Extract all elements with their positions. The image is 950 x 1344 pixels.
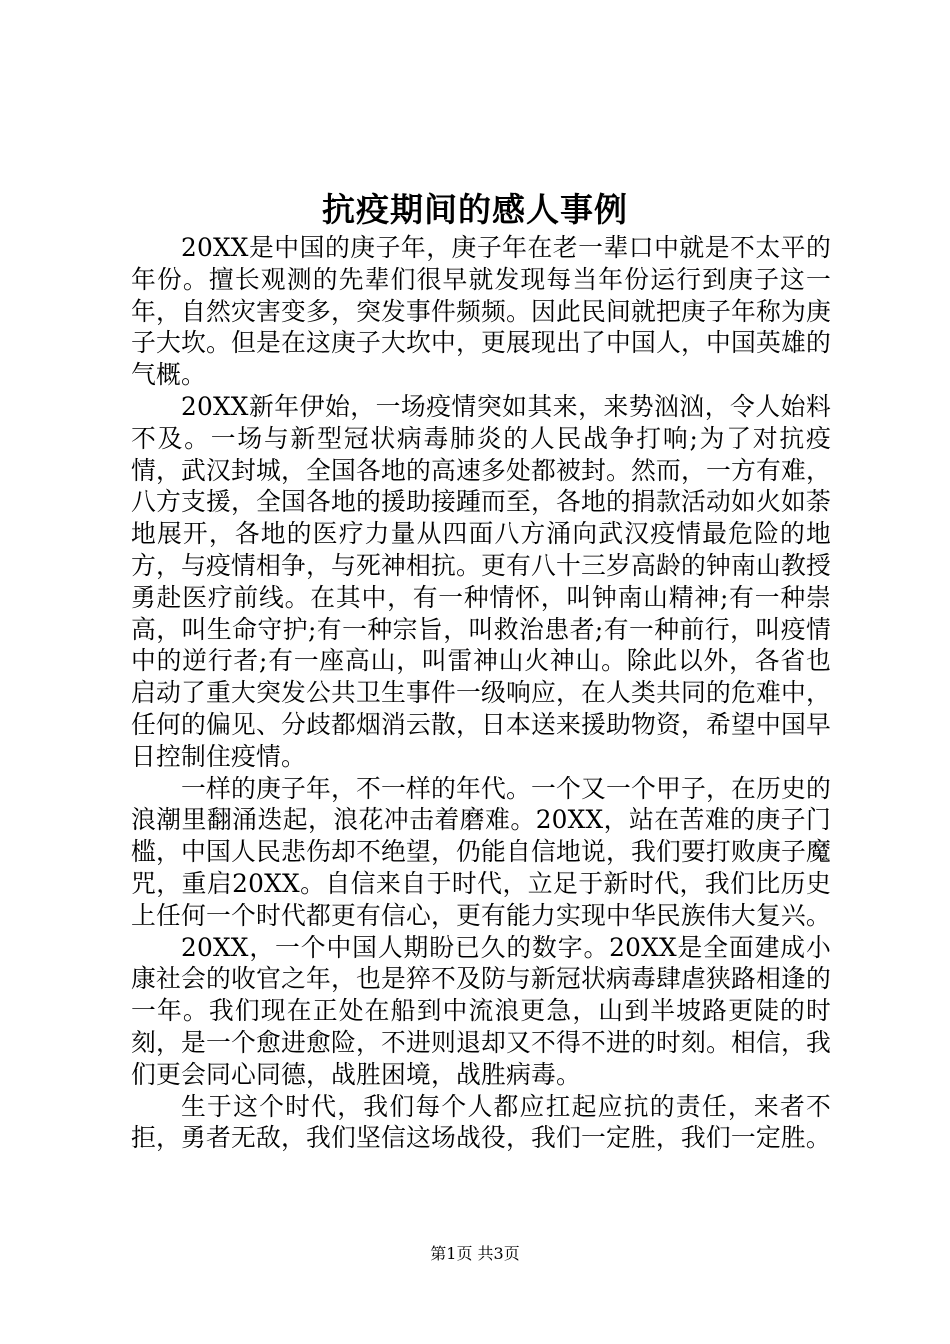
article-body <box>131 232 831 1154</box>
page-title: 抗疫期间的感人事例 <box>322 190 628 229</box>
page-number-footer: 第1页 共3页 <box>430 1244 520 1263</box>
paragraph-2: 20XX新年伊始，一场疫情突如其来，来势汹汹，令人始料不及。一场与新型冠状病毒肺炎的人民战争打响;为了对抗疫情，武汉封城，全国各地的高速多处都被封。然而，一方有难，八方支援，全国各地的援助接踵而至，各地的捐款活动如火如荼地展开，各地的医疗力量从四面八方涌向武汉疫情最危险的地方，与疫情相争，与死神相抗。更有八十三岁高龄的钟南山教授勇赴医疗前线。在其中，有一种情怀，叫钟南山精神;有一种崇高，叫生命守护;有一种宗旨，叫救治患者;有一种前行，叫疫情中的逆行者;有一座高山，叫雷神山火神山。除此以外，各省也启动了重大突发公共卫生事件一级响应，在人类共同的危难中，任何的偏见、分歧都烟消云散，日本送来援助物资，希望中国早日控制住疫情。 <box>131 391 831 771</box>
paragraph-3: 一样的庚子年，不一样的年代。一个又一个甲子，在历史的浪潮里翻涌迭起，浪花冲击着磨难。20XX，站在苦难的庚子门槛，中国人民悲伤却不绝望，仍能自信地说，我们要打败庚子魔咒，重启20XX。自信来自于时代，立足于新时代，我们比历史上任何一个时代都更有信心，更有能力实现中华民族伟大复兴。 <box>131 773 831 930</box>
paragraph-4: 20XX，一个中国人期盼已久的数字。20XX是全面建成小康社会的收官之年，也是猝不及防与新冠状病毒肆虐狭路相逢的一年。我们现在正处在船到中流浪更急，山到半坡路更陡的时刻，是一个愈进愈险，不进则退却又不得不进的时刻。相信，我们更会同心同德，战胜困境，战胜病毒。 <box>131 932 831 1089</box>
paragraph-1: 20XX是中国的庚子年，庚子年在老一辈口中就是不太平的年份。擅长观测的先辈们很早就发现每当年份运行到庚子这一年，自然灾害变多，突发事件频频。因此民间就把庚子年称为庚子大坎。但是在这庚子大坎中，更展现出了中国人，中国英雄的气概。 <box>131 233 831 390</box>
paragraph-5: 生于这个时代，我们每个人都应扛起应抗的责任，来者不拒，勇者无敌，我们坚信这场战役，我们一定胜，我们一定胜。 <box>131 1091 831 1153</box>
